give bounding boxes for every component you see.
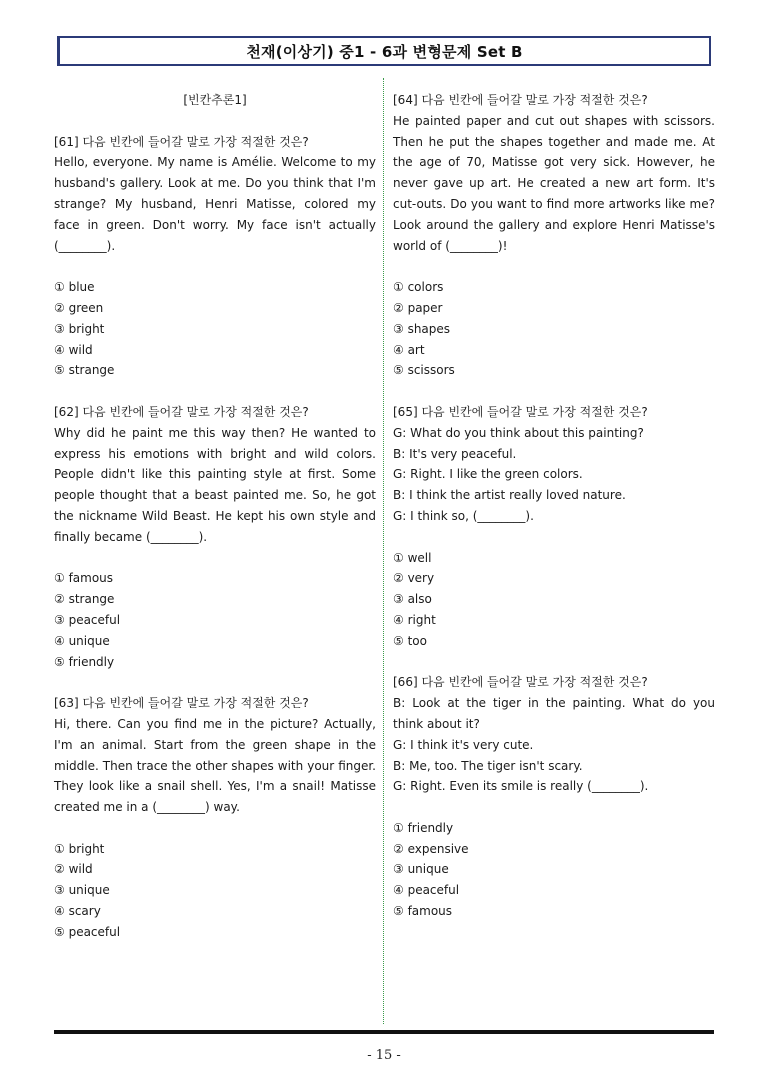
choice-list — [54, 568, 376, 672]
dialogue-line: B: It's very peaceful. — [393, 446, 517, 461]
dialogue-line: G: I think so, (________). — [393, 508, 534, 523]
question-head: [64] 다음 빈칸에 들어갈 말로 가장 적절한 것은? — [393, 93, 648, 107]
dialogue — [393, 693, 715, 797]
choice-item[interactable]: ① famous — [54, 571, 114, 586]
choice-item[interactable]: ③ peaceful — [54, 612, 121, 627]
choice-item[interactable]: ⑤ too — [393, 633, 427, 648]
choice-item[interactable]: ⑤ friendly — [54, 654, 115, 669]
question-passage: Hello, everyone. My name is Amélie. Welcome to my husband's gallery. Look at me. Do you think that I'm strange? My husband, Henri Matisse, colored my face in green. Don't worry. My face isn't actually (________). — [54, 155, 376, 253]
question-66 — [393, 672, 715, 922]
section-tag: [빈칸추론1] — [183, 93, 247, 107]
page-number: - 15 - — [367, 1048, 401, 1063]
question-head: [61] 다음 빈칸에 들어갈 말로 가장 적절한 것은? — [54, 134, 309, 149]
question-61 — [54, 132, 376, 382]
choice-item[interactable]: ④ unique — [54, 633, 110, 648]
question-head: [62] 다음 빈칸에 들어갈 말로 가장 적절한 것은? — [54, 404, 309, 419]
dialogue-line: G: What do you think about this painting? — [393, 425, 644, 440]
choice-item[interactable]: ② very — [393, 571, 435, 586]
choice-item[interactable]: ③ unique — [54, 883, 110, 898]
choice-item[interactable]: ② expensive — [393, 841, 469, 856]
footer-rule — [54, 1030, 714, 1034]
choice-item[interactable]: ⑤ scissors — [393, 363, 455, 378]
dialogue-line: G: Right. I like the green colors. — [393, 467, 583, 482]
dialogue-line: G: Right. Even its smile is really (________). — [393, 779, 649, 794]
page-title: 천재(이상기) 중1 - 6과 변형문제 Set B — [246, 42, 523, 61]
choice-item[interactable]: ③ shapes — [393, 321, 451, 336]
choice-item[interactable]: ④ right — [393, 612, 436, 627]
dialogue — [393, 423, 715, 527]
choice-item[interactable]: ⑤ strange — [54, 363, 115, 378]
dialogue-line: B: Look at the tiger in the painting. What do you think about it? — [393, 696, 715, 731]
choice-item[interactable]: ④ wild — [54, 342, 93, 357]
dialogue-line: B: I think the artist really loved nature. — [393, 488, 626, 503]
question-head: [63] 다음 빈칸에 들어갈 말로 가장 적절한 것은? — [54, 696, 309, 711]
header-box — [57, 36, 711, 66]
right-column — [393, 90, 715, 943]
choice-item[interactable]: ② strange — [54, 592, 115, 607]
choice-item[interactable]: ① bright — [54, 841, 105, 856]
choice-item[interactable]: ③ unique — [393, 862, 449, 877]
choice-list — [393, 818, 715, 922]
question-passage: Why did he paint me this way then? He wanted to express his emotions with bright and wild colors. People didn't like this painting style at first. Some people thought that a beast painted me. So, he got the nickname Wild Beast. He kept his own style and finally became (________). — [54, 425, 376, 544]
choice-item[interactable]: ③ also — [393, 592, 432, 607]
question-65 — [393, 402, 715, 652]
choice-item[interactable]: ① well — [393, 550, 432, 565]
choice-item[interactable]: ⑤ peaceful — [54, 924, 121, 939]
choice-item[interactable]: ② paper — [393, 300, 443, 315]
choice-item[interactable]: ④ scary — [54, 904, 101, 919]
choice-item[interactable]: ② green — [54, 300, 104, 315]
question-62 — [54, 402, 376, 672]
choice-item[interactable]: ④ peaceful — [393, 883, 460, 898]
dialogue-line: G: I think it's very cute. — [393, 737, 534, 752]
question-64 — [393, 90, 715, 381]
choice-item[interactable]: ⑤ famous — [393, 904, 453, 919]
question-head: [65] 다음 빈칸에 들어갈 말로 가장 적절한 것은? — [393, 404, 648, 419]
choice-item[interactable]: ① colors — [393, 280, 444, 295]
choice-item[interactable]: ④ art — [393, 342, 425, 357]
choice-item[interactable]: ① blue — [54, 280, 95, 295]
question-passage: Hi, there. Can you find me in the picture? Actually, I'm an animal. Start from the green shape in the middle. Then trace the other shapes with your finger. They look like a snail shell. Yes, I'm a snail! Matisse created me in a (________) way. — [54, 716, 376, 815]
choice-item[interactable]: ② wild — [54, 862, 93, 877]
choice-list — [393, 548, 715, 652]
choice-list — [393, 277, 715, 381]
choice-item[interactable]: ③ bright — [54, 321, 105, 336]
choice-list — [54, 277, 376, 381]
question-head: [66] 다음 빈칸에 들어갈 말로 가장 적절한 것은? — [393, 675, 648, 690]
column-divider — [383, 78, 384, 1024]
dialogue-line: B: Me, too. The tiger isn't scary. — [393, 758, 583, 773]
left-column — [54, 90, 376, 963]
question-63 — [54, 693, 376, 943]
choice-item[interactable]: ① friendly — [393, 820, 454, 835]
choice-list — [54, 839, 376, 943]
question-passage: He painted paper and cut out shapes with scissors. Then he put the shapes together and made me. At the age of 70, Matisse got very sick. However, he never gave up art. He created a new art form. It's cut-outs. Do you want to find more artworks like me? Look around the gallery and explore Henri Matisse's world of (________)! — [393, 113, 715, 253]
